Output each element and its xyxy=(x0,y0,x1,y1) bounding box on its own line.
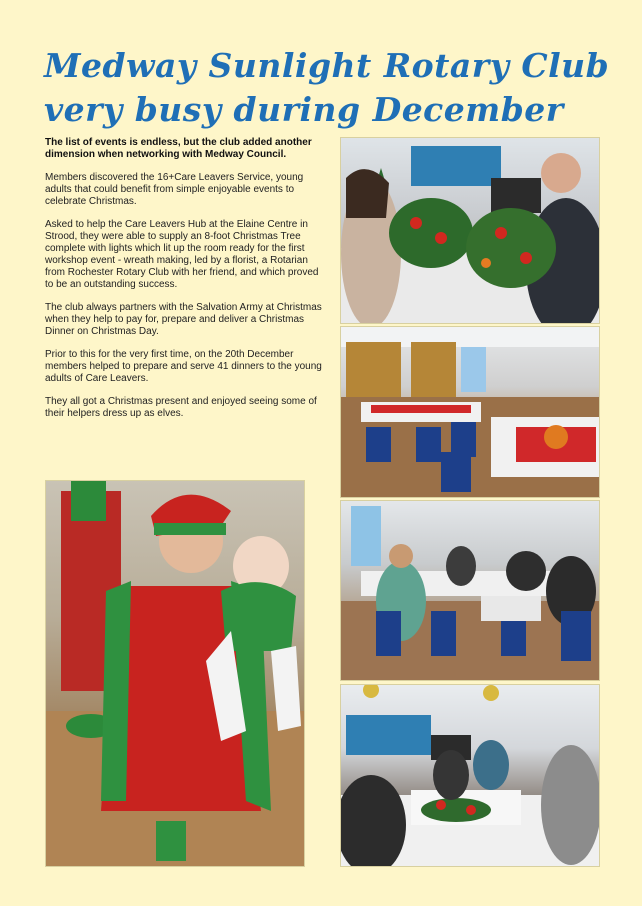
lead-paragraph: The list of events is endless, but the club added another dimension when networking with Medway Council. xyxy=(45,137,312,160)
photo-workshop-table xyxy=(340,684,600,867)
paragraph-elves: They all got a Christmas present and enjoyed seeing some of their helpers dress up as elves. xyxy=(45,396,317,419)
paragraph-care-leavers: Members discovered the 16+Care Leavers Service, young adults that could benefit from simple enjoyable events to celebrate Christmas. xyxy=(45,172,304,207)
paragraph-salvation-army: The club always partners with the Salvation Army at Christmas when they help to pay for, prepare and deliver a Christmas Dinner on Christmas Day. xyxy=(45,302,322,337)
photo-guests-dining xyxy=(340,500,600,681)
photo-wreath-making xyxy=(340,137,600,324)
paragraph-dinners: Prior to this for the very first time, on the 20th December members helped to prepare and serve 41 dinners to the young adults of Care Leavers. xyxy=(45,349,322,384)
page-title xyxy=(44,44,624,132)
title-line-1: Medway Sunlight Rotary Club xyxy=(44,46,610,85)
photo-elf-with-baby xyxy=(45,480,305,867)
title-line-2: very busy during December xyxy=(44,90,564,129)
photo-dining-hall xyxy=(340,326,600,498)
paragraph-christmas-tree: Asked to help the Care Leavers Hub at the Elaine Centre in Strood, they were able to supply an 8-foot Christmas Tree complete with lights which lit up the room ready for the first workshop event - wreath making, led by a florist, a Rotarian from Rochester Rotary Club with her friend, and which proved to be an outstanding success. xyxy=(45,219,319,290)
article-body xyxy=(45,137,325,431)
